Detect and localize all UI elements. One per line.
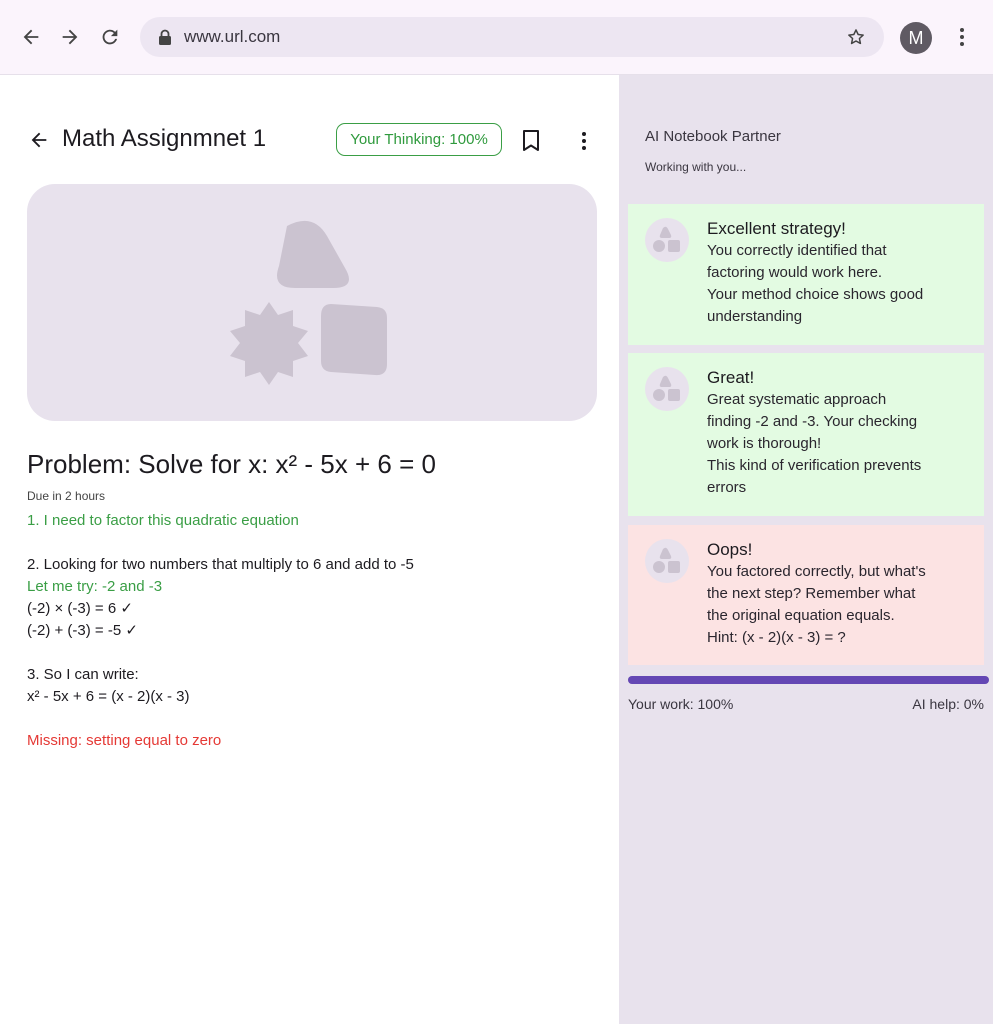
ai-partner-panel	[619, 75, 993, 1024]
card-body-line: Great systematic approach	[707, 391, 887, 408]
ai-help-label: AI help: 0%	[912, 696, 984, 712]
reload-icon[interactable]	[98, 25, 122, 49]
work-line: 1. I need to factor this quadratic equation	[27, 512, 299, 529]
ai-avatar-icon	[645, 539, 689, 583]
card-body-line: work is thorough!	[707, 435, 822, 452]
card-title: Oops!	[707, 540, 753, 559]
card-body-line: Your method choice shows good	[707, 286, 924, 303]
forward-arrow-icon[interactable]	[58, 25, 82, 49]
page-title: Math Assignmnet 1	[62, 125, 267, 152]
card-body	[707, 389, 970, 499]
work-line	[27, 708, 414, 730]
work-line	[27, 532, 414, 554]
card-title: Excellent strategy!	[707, 219, 846, 238]
star-icon[interactable]	[846, 27, 866, 52]
card-body	[707, 561, 970, 649]
problem-statement: Problem: Solve for x: x² - 5x + 6 = 0	[27, 449, 436, 479]
card-body-line: Hint: (x - 2)(x - 3) = ?	[707, 629, 846, 646]
url-text: www.url.com	[184, 27, 281, 46]
work-line: x² - 5x + 6 = (x - 2)(x - 3)	[27, 688, 190, 705]
card-body-line: the next step? Remember what	[707, 585, 916, 602]
card-body-line: understanding	[707, 308, 803, 325]
avatar[interactable]: M	[900, 22, 932, 54]
address-bar[interactable]	[140, 17, 884, 57]
more-options-icon[interactable]	[574, 129, 594, 158]
feedback-card-strategy	[628, 204, 984, 345]
browser-toolbar	[0, 0, 993, 75]
work-line: 2. Looking for two numbers that multiply to 6 and add to -5	[27, 556, 414, 573]
ai-avatar-icon	[645, 218, 689, 262]
bookmark-icon[interactable]	[521, 129, 541, 158]
hero-image-placeholder	[27, 184, 597, 421]
ai-panel-subtitle: Working with you...	[645, 160, 747, 174]
back-arrow-icon[interactable]	[19, 25, 43, 49]
feedback-card-oops	[628, 525, 984, 665]
card-title: Great!	[707, 368, 755, 387]
ai-panel-title: AI Notebook Partner	[645, 128, 781, 145]
thinking-badge: Your Thinking: 100%	[336, 123, 502, 156]
work-line: 3. So I can write:	[27, 666, 139, 683]
work-progress-bar	[628, 676, 989, 684]
student-work	[27, 510, 414, 752]
assignment-panel	[0, 75, 619, 1024]
missing-step-line: Missing: setting equal to zero	[27, 732, 222, 749]
due-label: Due in 2 hours	[27, 489, 106, 503]
card-body-line: You correctly identified that	[707, 242, 887, 259]
work-progress-fill	[628, 676, 989, 684]
card-body-line: finding -2 and -3. Your checking	[707, 413, 918, 430]
card-body-line: errors	[707, 479, 747, 496]
card-body-line: This kind of verification prevents	[707, 457, 922, 474]
feedback-card-great	[628, 353, 984, 516]
your-work-label: Your work: 100%	[628, 696, 734, 712]
card-body-line: the original equation equals.	[707, 607, 895, 624]
browser-menu-icon[interactable]	[950, 25, 974, 54]
card-body-line: factoring would work here.	[707, 264, 883, 281]
work-line	[27, 642, 414, 664]
lock-icon	[158, 29, 172, 50]
work-line: (-2) × (-3) = 6 ✓	[27, 600, 133, 617]
back-arrow-icon[interactable]	[28, 129, 50, 156]
ai-avatar-icon	[645, 367, 689, 411]
work-line: (-2) + (-3) = -5 ✓	[27, 622, 138, 639]
shapes-icon	[27, 184, 597, 421]
card-body-line: You factored correctly, but what's	[707, 563, 926, 580]
card-body	[707, 240, 970, 328]
work-line: Let me try: -2 and -3	[27, 578, 163, 595]
